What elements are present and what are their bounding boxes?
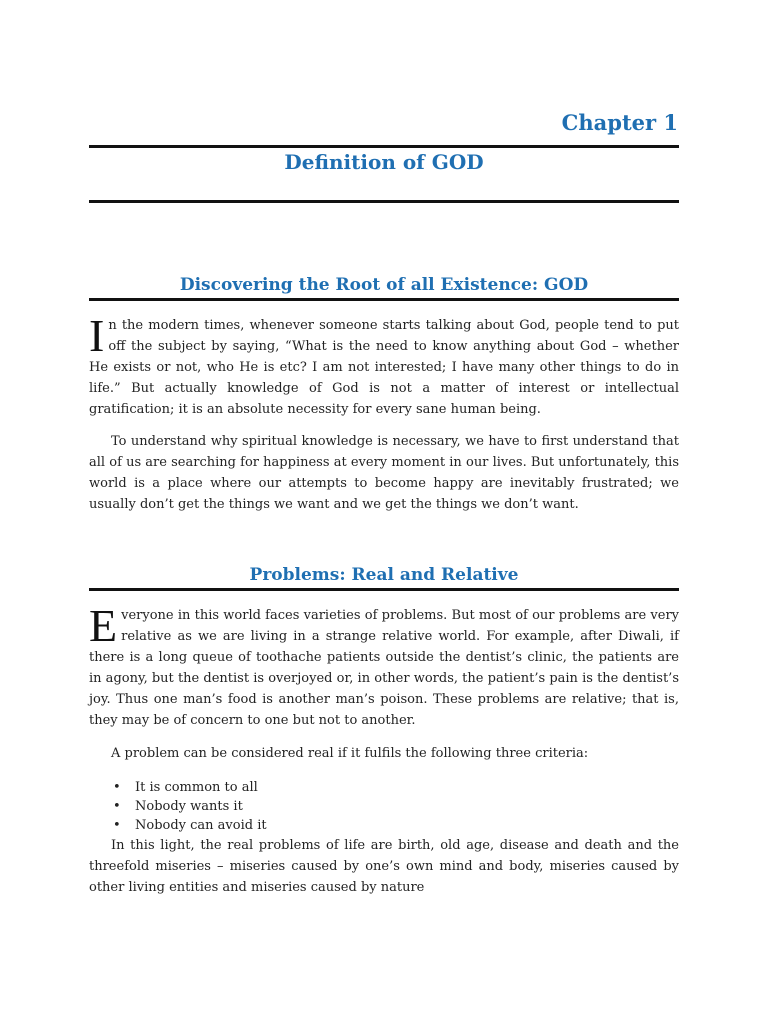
paragraph-real-problem-criteria: A problem can be considered real if it fulfils the following three criteria:: [111, 746, 589, 761]
list-item: [89, 816, 679, 835]
paragraph-everyone-problems: [89, 600, 679, 731]
chapter-title-bottom-rule: [89, 200, 679, 203]
list-item-text: Nobody wants it: [135, 799, 243, 814]
chapter-title-top-rule: [89, 145, 679, 148]
paragraph-text: veryone in this world faces varieties of problems. But most of our problems are very relative as we are living in a strange relative world. For example, after Diwali, if there is a long queue of toothache patients outside the dentist’s clinic, the patients are in agony, but the dentist is overjoyed or, in other words, the patient’s pain is the dentist’s joy. Thus one man’s food is another man’s poison. These problems are relative; that is, they may be of concern to one but not to another.: [89, 608, 679, 728]
paragraph-spiritual-knowledge: To understand why spiritual knowledge is necessary, we have to first understand that all of us are searching for happiness at every moment in our lives. But unfortunately, this world is a place where our attempts to become happy are inevitably frustrated; we usually don’t get the things we want and we get the things we don’t want.: [89, 434, 679, 512]
bullet-icon: •: [113, 799, 121, 814]
paragraph-modern-times: [89, 310, 679, 420]
section-heading-rule: [89, 588, 679, 591]
list-item-text: It is common to all: [135, 780, 258, 795]
paragraph-text: n the modern times, whenever someone starts talking about God, people tend to put off the subject by saying, “What is the need to know anything about God – whether He exists or not, who He is etc? I am not interested; I have many other things to do in life.” But actually knowledge of God is not a matter of interest or intellectual gratification; it is an absolute necessity for every sane human being.: [89, 318, 679, 417]
list-item: [89, 797, 679, 816]
paragraph-real-problems-of-life: In this light, the real problems of life are birth, old age, disease and death and the threefold miseries – miseries caused by one’s own mind and body, miseries caused by other living entities and miseries caused by nature: [89, 838, 679, 895]
drop-cap-letter: I: [89, 310, 105, 361]
section-heading-rule: [89, 298, 679, 301]
chapter-label: Chapter 1: [561, 110, 678, 135]
criteria-list: [89, 778, 679, 835]
chapter-title: Definition of GOD: [284, 150, 484, 174]
list-item-text: Nobody can avoid it: [135, 818, 267, 833]
section-heading-root-of-existence: Discovering the Root of all Existence: GOD: [179, 275, 589, 295]
bullet-icon: •: [113, 818, 121, 833]
bullet-icon: •: [113, 780, 121, 795]
list-item: [89, 778, 679, 797]
section-heading-problems: Problems: Real and Relative: [249, 565, 519, 585]
drop-cap-letter: E: [89, 600, 118, 651]
